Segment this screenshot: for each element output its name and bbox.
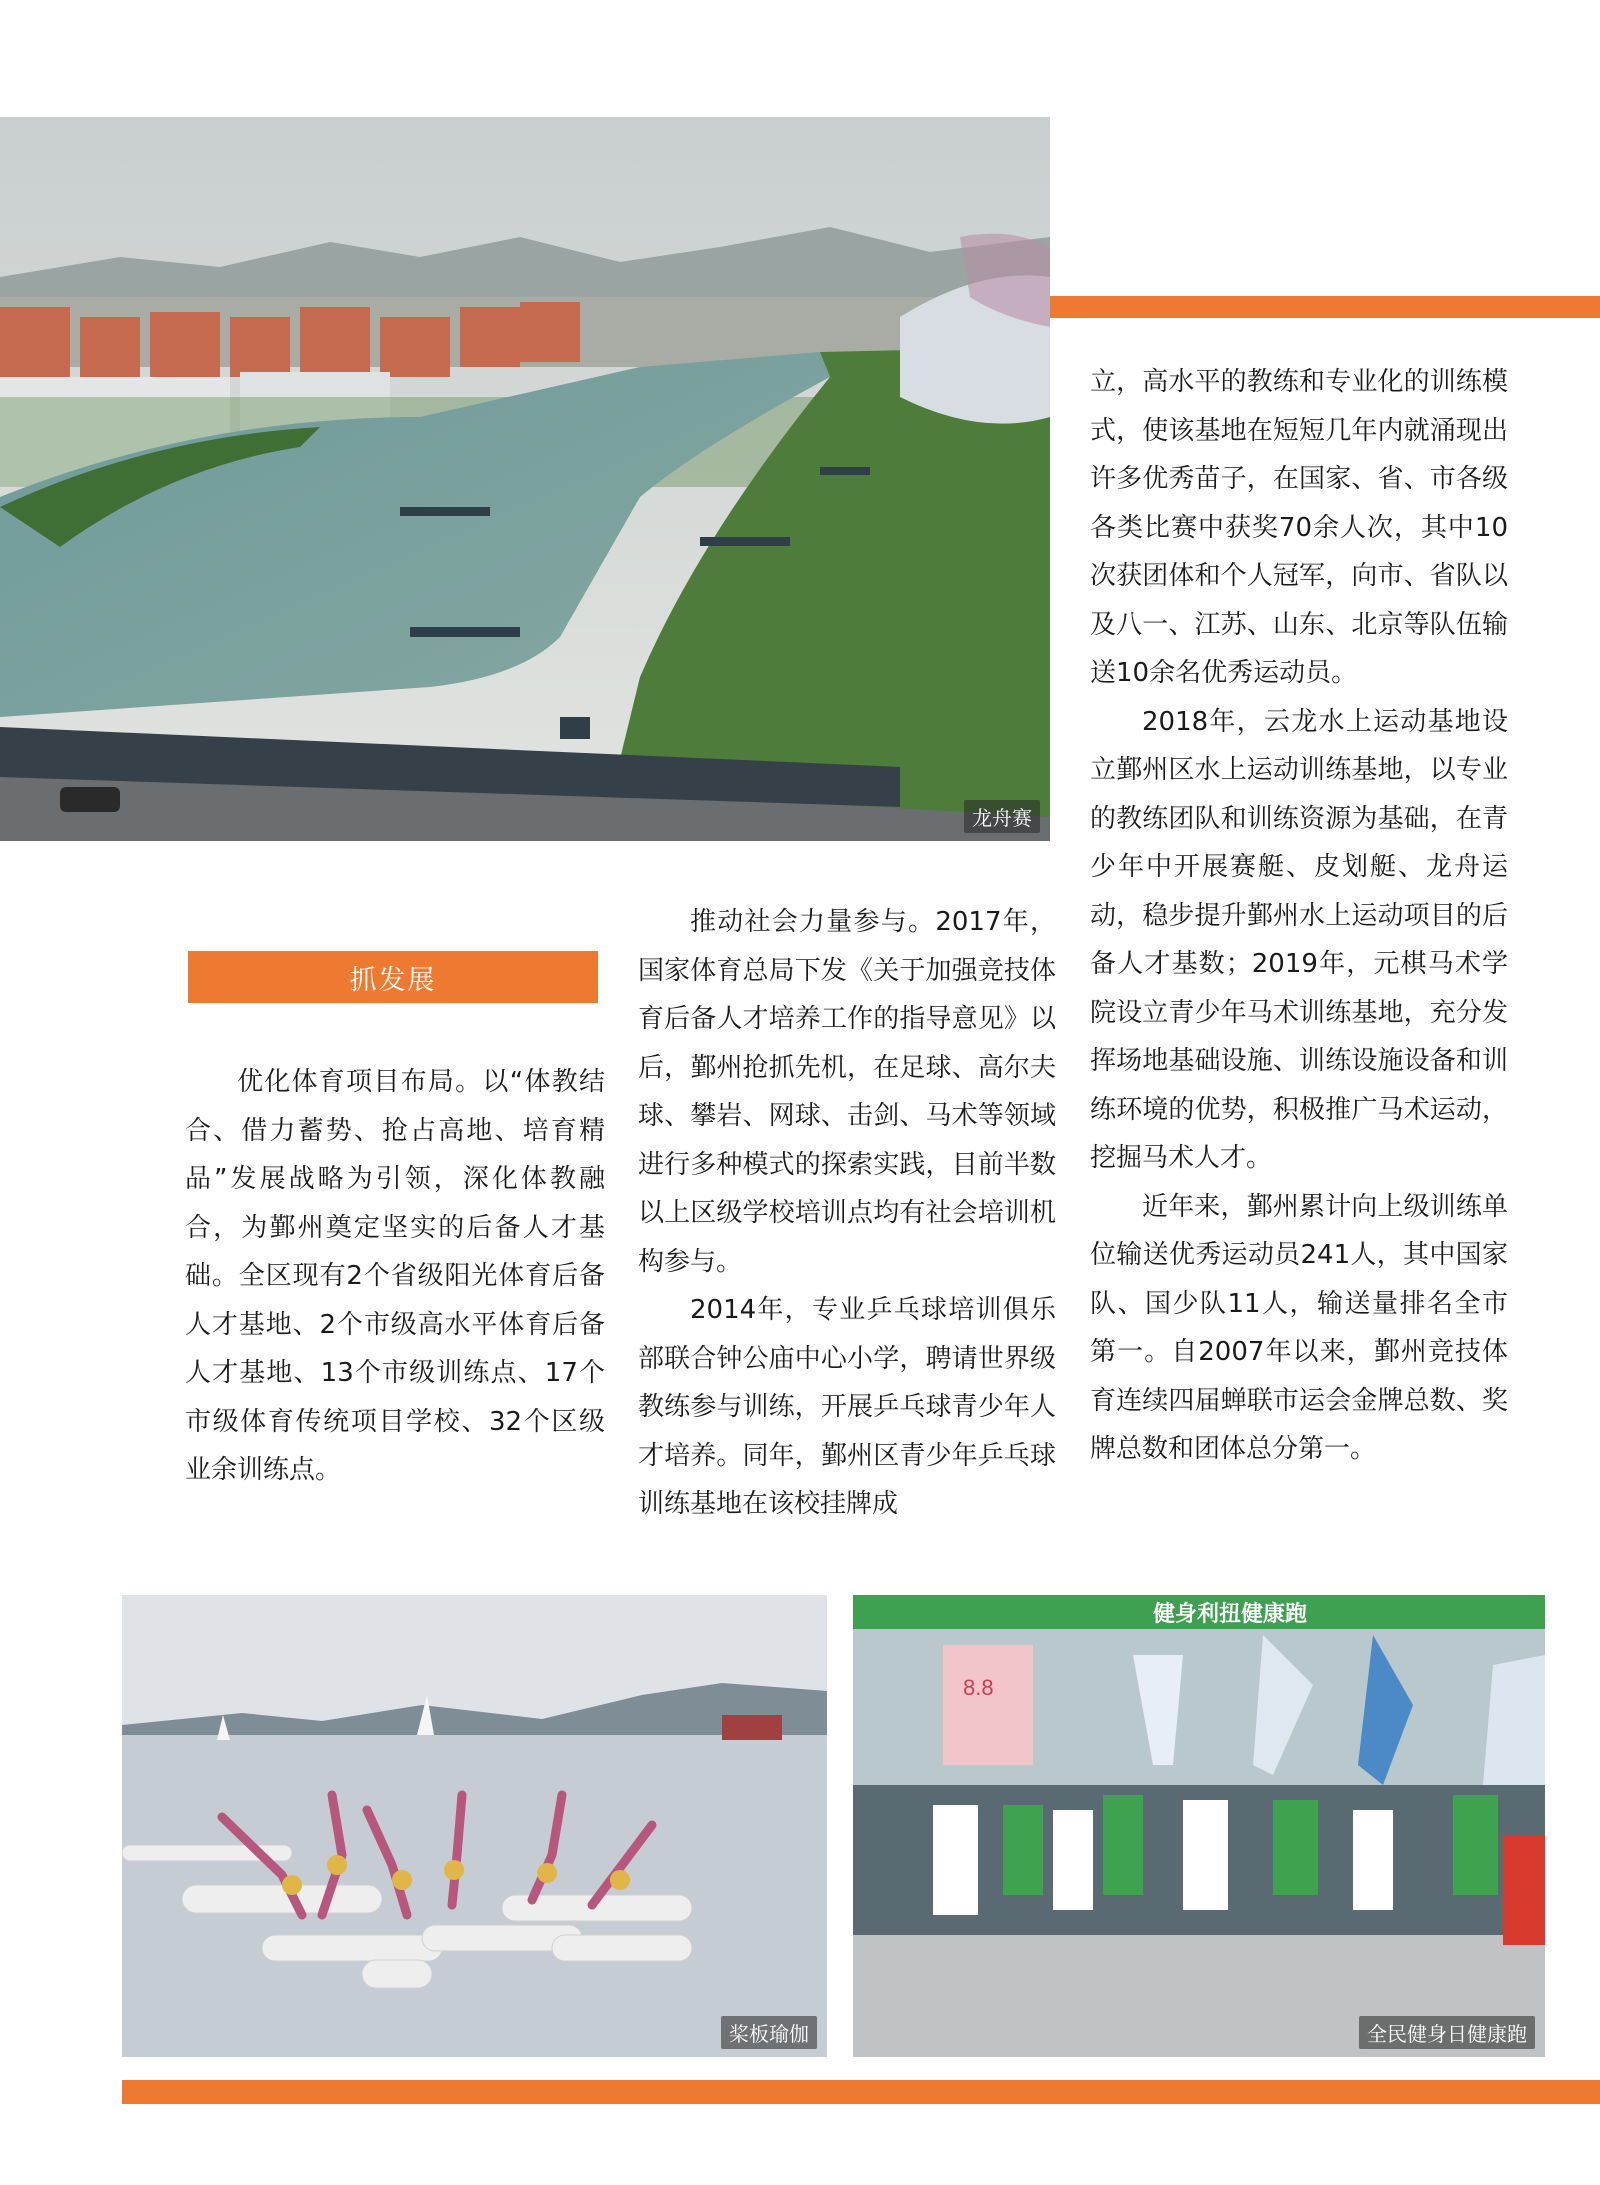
section-heading: 抓发展 bbox=[188, 951, 598, 1003]
dragon-boat-caption: 龙舟赛 bbox=[964, 800, 1040, 833]
paragraph: 2014年，专业乒乓球培训俱乐部联合钟公庙中心小学，聘请世界级教练参与训练，开展乒乓球青少年人才培养。同年，鄞州区青少年乒乓球训练基地在该校挂牌成 bbox=[638, 1295, 1056, 1519]
fitness-run-photo bbox=[853, 1595, 1545, 2057]
paragraph: 立，高水平的教练和专业化的训练模式，使该基地在短短几年内就涌现出许多优秀苗子，在国家、省、市各级各类比赛中获奖70余人次，其中10次获团体和个人冠军，向市、省队以及八一、江苏、山东、北京等队伍输送10余名优秀运动员。 bbox=[1090, 367, 1508, 688]
text-column-right bbox=[1090, 358, 1508, 1474]
fitness-run-scene bbox=[853, 1595, 1545, 2057]
text-column-left bbox=[185, 1058, 605, 1495]
run-poster-text: 8.8 bbox=[963, 1675, 994, 1700]
paddle-yoga-photo bbox=[122, 1595, 827, 2057]
top-accent-bar bbox=[1050, 296, 1600, 318]
text-column-middle bbox=[638, 898, 1056, 1529]
paddle-yoga-scene bbox=[122, 1595, 827, 2057]
paragraph: 优化体育项目布局。以“体教结合、借力蓄势、抢占高地、培育精品”发展战略为引领，深化体教融合，为鄞州奠定坚实的后备人才基础。全区现有2个省级阳光体育后备人才基地、2个市级高水平体育后备人才基地、13个市级训练点、17个市级体育传统项目学校、32个区级业余训练点。 bbox=[185, 1067, 605, 1485]
paragraph: 近年来，鄞州累计向上级训练单位输送优秀运动员241人，其中国家队、国少队11人，输送量排名全市第一。自2007年以来，鄞州竞技体育连续四届蝉联市运会金牌总数、奖牌总数和团体总分第一。 bbox=[1090, 1191, 1508, 1464]
fitness-run-caption: 全民健身日健康跑 bbox=[1359, 2016, 1535, 2049]
bottom-accent-bar bbox=[122, 2080, 1600, 2104]
paddle-yoga-caption: 桨板瑜伽 bbox=[721, 2016, 817, 2049]
paragraph: 推动社会力量参与。2017年，国家体育总局下发《关于加强竞技体育后备人才培养工作的指导意见》以后，鄞州抢抓先机，在足球、高尔夫球、攀岩、网球、击剑、马术等领域进行多种模式的探索实践，目前半数以上区级学校培训点均有社会培训机构参与。 bbox=[638, 907, 1056, 1277]
dragon-boat-photo bbox=[0, 117, 1050, 841]
paragraph: 2018年，云龙水上运动基地设立鄞州区水上运动训练基地，以专业的教练团队和训练资源为基础，在青少年中开展赛艇、皮划艇、龙舟运动，稳步提升鄞州水上运动项目的后备人才基数；2019年，元棋马术学院设立青少年马术训练基地，充分发挥场地基础设施、训练设施设备和训练环境的优势，积极推广马术运动，挖掘马术人才。 bbox=[1090, 706, 1508, 1173]
dragon-boat-scene bbox=[0, 117, 1050, 841]
run-banner-text: 健身利扭健康跑 bbox=[1153, 1601, 1308, 1626]
